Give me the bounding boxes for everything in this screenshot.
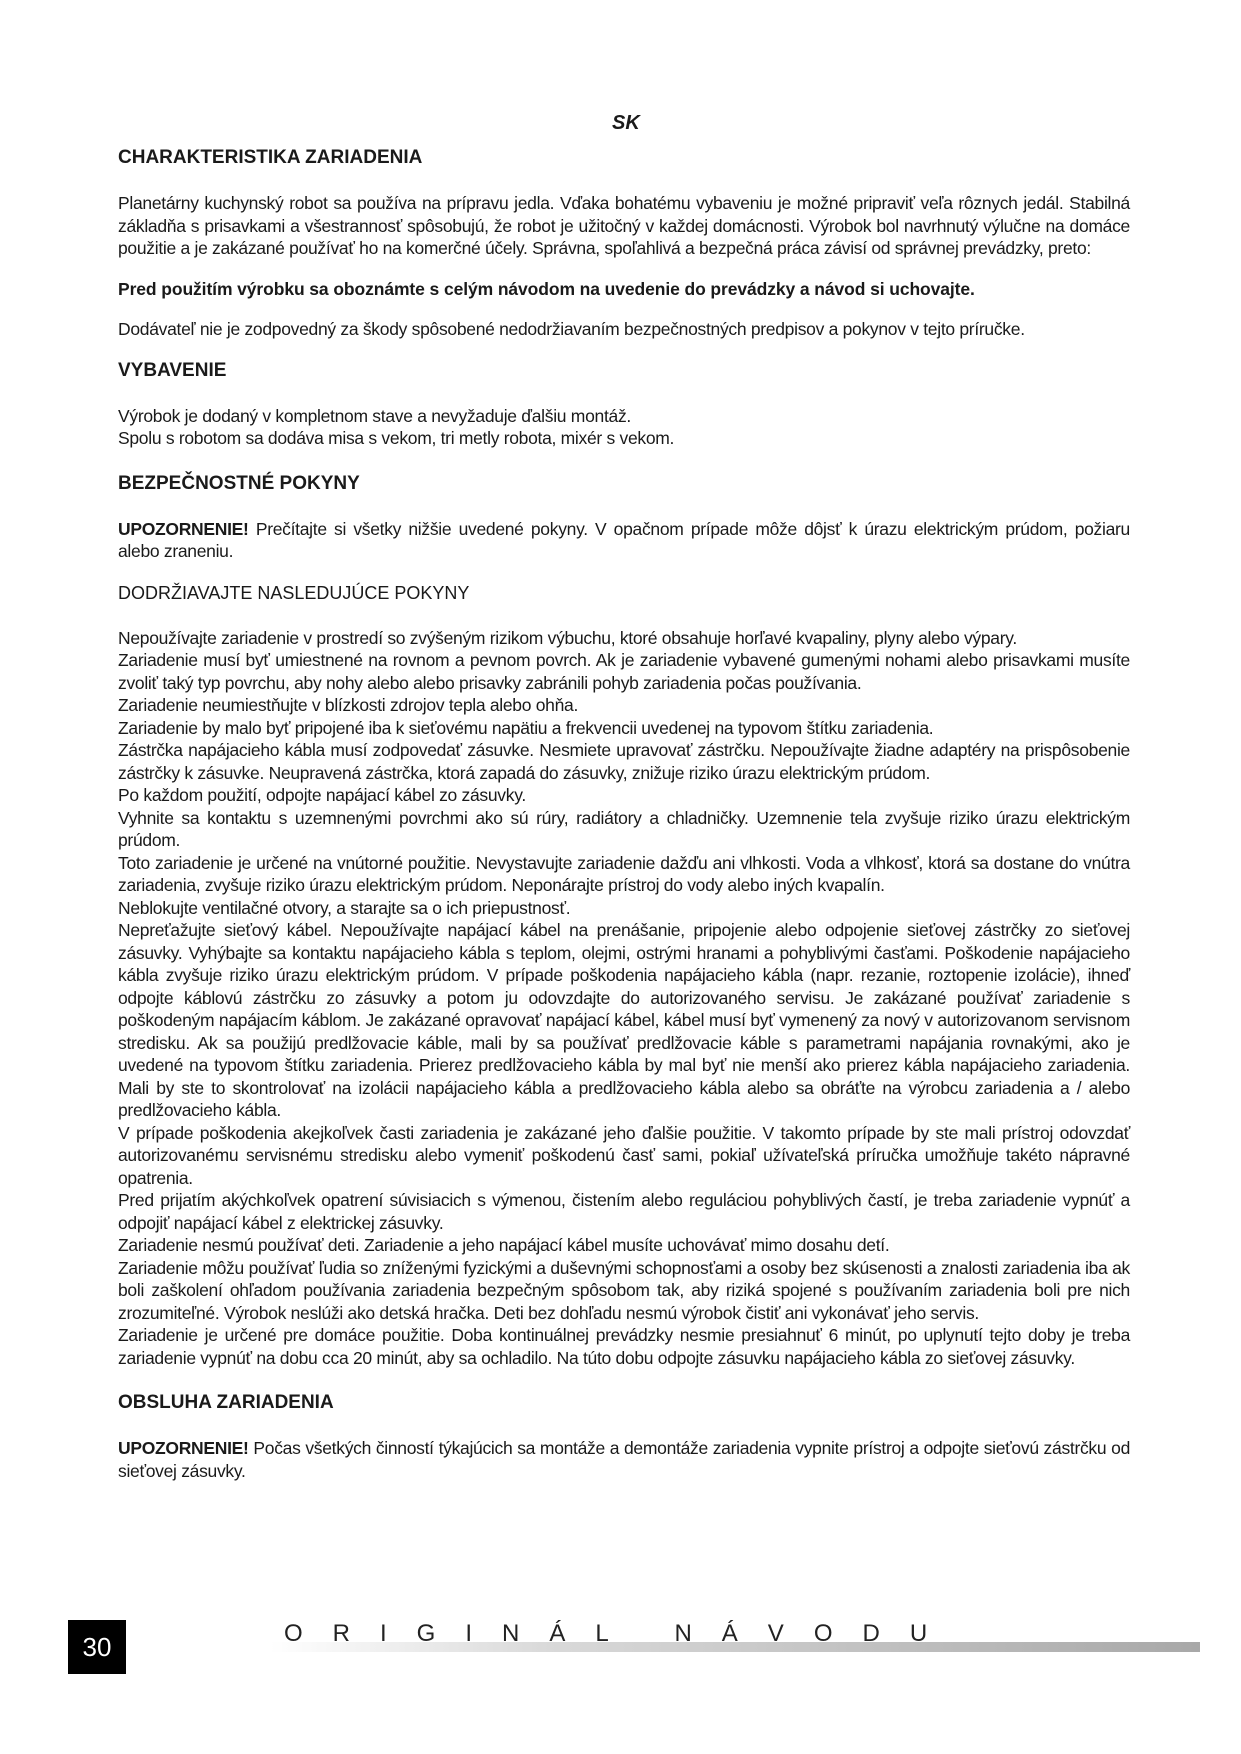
language-code: SK xyxy=(612,112,640,134)
list-item: Zariadenie by malo byť pripojené iba k sieťovému napätiu a frekvencii uvedenej na typovom štítku zariadenia. xyxy=(118,717,934,738)
list-item: V prípade poškodenia akejkoľvek časti zariadenia je zakázané jeho ďalšie použitie. V takomto prípade by ste mali prístroj odovzdať autorizovanému servisnému stredisku alebo vymeniť poškodenú časť sami, pokiaľ užívateľská príručka umožňuje takéto nápravné opatrenia. xyxy=(118,1122,1130,1188)
equipment-line-2: Spolu s robotom sa dodáva misa s vekom, tri metly robota, mixér s vekom. xyxy=(118,428,675,448)
equipment-block xyxy=(118,405,1130,450)
warning-text: Počas všetkých činností týkajúcich sa montáže a demontáže zariadenia vypnite prístroj a odpojte sieťovú zástrčku od sieťovej zásuvky. xyxy=(118,1438,1130,1481)
section-title-characteristics: CHARAKTERISTIKA ZARIADENIA xyxy=(118,147,423,168)
footer-title: ORIGINÁL NÁVODU xyxy=(284,1620,958,1647)
read-manual-notice: Pred použitím výrobku sa oboznámte s celým návodom na uvedenie do prevádzky a návod si uchovajte. xyxy=(118,278,975,299)
list-item: Nepoužívajte zariadenie v prostredí so zvýšeným rizikom výbuchu, ktoré obsahuje horľavé kvapaliny, plyny alebo výpary. xyxy=(118,627,1017,648)
list-item: Zariadenie môžu používať ľudia so zníženými fyzickými a duševnými schopnosťami a osoby bez skúsenosti a znalosti zariadenia iba ak boli zaškolení ohľadom používania zariadenia bezpečným spôsobom tak, aby riziká spojené s používaním zariadenia boli pre nich zrozumiteľné. Výrobok neslúži ako detská hračka. Deti bez dohľadu nesmú výrobok čistiť ani vykonávať jeho servis. xyxy=(118,1257,1130,1323)
section-title-safety: BEZPEČNOSTNÉ POKYNY xyxy=(118,472,360,494)
intro-paragraph: Planetárny kuchynský robot sa používa na prípravu jedla. Vďaka bohatému vybaveniu je možné pripraviť veľa rôznych jedál. Stabilná základňa s prisavkami a všestrannosť spôsobujú, že robot je užitočný v každej domácnosti. Výrobok bol navrhnutý výlučne na domáce použitie a je zakázané používať ho na komerčné účely. Správna, spoľahlivá a bezpečná práca závisí od správnej prevádzky, preto: xyxy=(118,193,1130,258)
list-item: Nepreťažujte sieťový kábel. Nepoužívajte napájací kábel na prenášanie, pripojenie alebo odpojenie sieťovej zástrčky zo sieťovej zásuvky. Vyhýbajte sa kontaktu napájacieho kábla s teplom, olejmi, ostrými hranami a pohyblivými časťami. Poškodenie napájacieho kábla zvyšuje riziko úrazu elektrickým prúdom. V prípade poškodenia napájacieho kábla (napr. rezanie, roztopenie izolácie), ihneď odpojte káblovú zástrčku zo zásuvky a potom ju odovzdajte do autorizovaného servisu. Je zakázané používať zariadenie s poškodeným napájacím káblom. Je zakázané opravovať napájací kábel, kábel musí byť vymenený za nový v autorizovanom servisnom stredisku. Ak sa použijú predlžovacie káble, mali by sa používať predlžovacie káble s parametrami napájania rovnakými, ako je uvedené na typovom štítku zariadenia. Prierez predlžovacieho kábla by mal byť nie menší ako prierez kábla napájacieho zariadenia. Mali by ste to skontrolovať na izolácii napájacieho kábla a predlžovacieho kábla alebo sa obráťte na výrobcu zariadenia a / alebo predlžovacieho kábla. xyxy=(118,920,1130,1120)
page-number: 30 xyxy=(68,1620,126,1674)
list-item: Zariadenie neumiestňujte v blízkosti zdrojov tepla alebo ohňa. xyxy=(118,695,579,715)
section-title-operation: OBSLUHA ZARIADENIA xyxy=(118,1392,334,1413)
list-item: Po každom použití, odpojte napájací kábel zo zásuvky. xyxy=(118,785,526,805)
list-item: Zariadenie nesmú používať deti. Zariadenie a jeho napájací kábel musíte uchovávať mimo dosahu detí. xyxy=(118,1235,890,1255)
page-content xyxy=(118,146,1130,1500)
list-item: Zástrčka napájacieho kábla musí zodpovedať zásuvke. Nesmiete upravovať zástrčku. Nepoužívajte žiadne adaptéry na prispôsobenie zástrčky k zásuvke. Neupravená zástrčka, ktorá zapadá do zásuvky, znižuje riziko úrazu elektrickým prúdom. xyxy=(118,740,1130,783)
supplier-disclaimer: Dodávateľ nie je zodpovedný za škody spôsobené nedodržiavaním bezpečnostných predpisov a pokynov v tejto príručke. xyxy=(118,319,1025,339)
warning-text: Prečítajte si všetky nižšie uvedené pokyny. V opačnom prípade môže dôjsť k úrazu elektrickým prúdom, požiaru alebo zraneniu. xyxy=(118,518,1130,561)
list-item: Vyhnite sa kontaktu s uzemnenými povrchmi ako sú rúry, radiátory a chladničky. Uzemnenie tela zvyšuje riziko úrazu elektrickým prúdom. xyxy=(118,807,1130,850)
section-title-equipment: VYBAVENIE xyxy=(118,359,227,381)
list-item: Toto zariadenie je určené na vnútorné použitie. Nevystavujte zariadenie dažďu ani vlhkosti. Voda a vlhkosť, ktorá sa dostane do vnútra zariadenia, zvyšuje riziko úrazu elektrickým prúdom. Neponárajte prístroj do vody alebo iných kvapalín. xyxy=(118,852,1130,895)
safety-instructions-list xyxy=(118,627,1130,1370)
follow-instructions-heading: DODRŽIAVAJTE NASLEDUJÚCE POKYNY xyxy=(118,582,470,603)
list-item: Pred prijatím akýchkoľvek opatrení súvisiacich s výmenou, čistením alebo reguláciou pohyblivých častí, je treba zariadenie vypnúť a odpojiť napájací kábel z elektrickej zásuvky. xyxy=(118,1190,1130,1233)
safety-warning xyxy=(118,518,1130,563)
warning-label: UPOZORNENIE! xyxy=(118,518,249,539)
equipment-line-1: Výrobok je dodaný v kompletnom stave a nevyžaduje ďalšiu montáž. xyxy=(118,405,631,426)
list-item: Zariadenie musí byť umiestnené na rovnom a pevnom povrch. Ak je zariadenie vybavené gumenými nohami alebo prisavkami musíte zvoliť taký typ povrchu, aby nohy alebo alebo prisavky zabránili pohyb zariadenia počas používania. xyxy=(118,650,1130,693)
operation-warning xyxy=(118,1437,1130,1482)
warning-label: UPOZORNENIE! xyxy=(118,1438,249,1458)
list-item: Zariadenie je určené pre domáce použitie. Doba kontinuálnej prevádzky nesmie presiahnuť 6 minút, po uplynutí tejto doby je treba zariadenie vypnúť na dobu cca 20 minút, aby sa ochladilo. Na túto dobu odpojte zásuvku napájacieho kábla zo sieťovej zásuvky. xyxy=(118,1325,1130,1368)
list-item: Neblokujte ventilačné otvory, a starajte sa o ich priepustnosť. xyxy=(118,897,571,918)
